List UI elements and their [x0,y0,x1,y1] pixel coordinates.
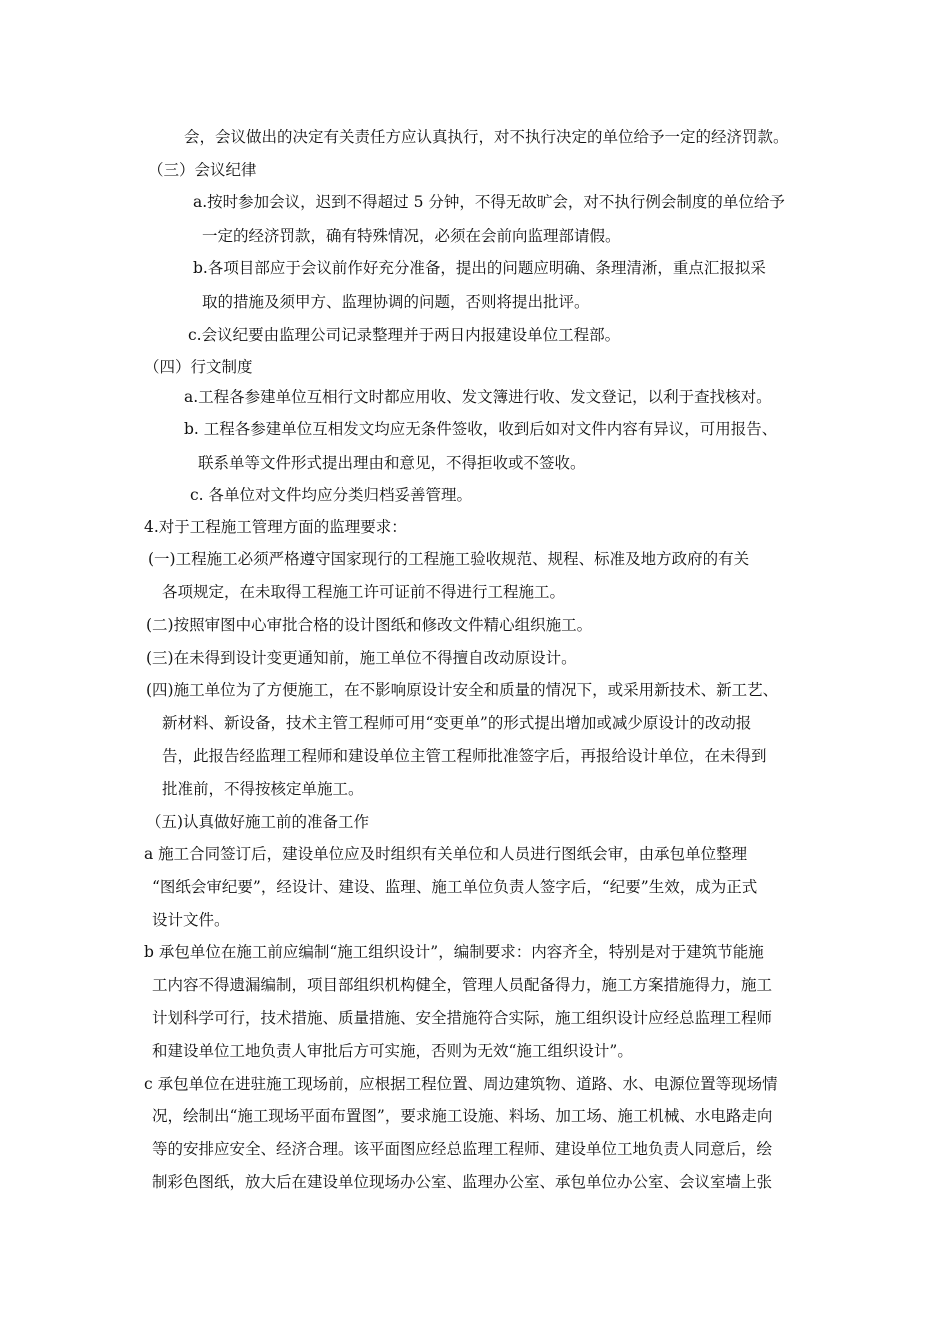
section-heading: 4.对于工程施工管理方面的监理要求： [144,518,407,536]
paragraph-line: c 承包单位在进驻施工现场前，应根据工程位置、周边建筑物、道路、水、电源位置等现场情 [144,1075,778,1093]
paragraph-line: (二)按照审图中心审批合格的设计图纸和修改文件精心组织施工。 [146,616,593,634]
paragraph-line: 取的措施及须甲方、监理协调的问题，否则将提出批评。 [202,293,590,311]
paragraph-line: 制彩色图纸，放大后在建设单位现场办公室、监理办公室、承包单位办公室、会议室墙上张 [152,1173,773,1191]
paragraph-line: (四)施工单位为了方便施工，在不影响原设计安全和质量的情况下，或采用新技术、新工艺、 [146,681,779,699]
paragraph-line: 工内容不得遗漏编制，项目部组织机构健全，管理人员配备得力，施工方案措施得力，施工 [152,976,773,994]
paragraph-line: b 承包单位在施工前应编制“施工组织设计”，编制要求：内容齐全，特别是对于建筑节能施 [144,943,764,961]
paragraph-line: (三)在未得到设计变更通知前，施工单位不得擅自改动原设计。 [146,649,577,667]
paragraph-line: 设计文件。 [152,911,230,929]
paragraph-line: b.各项目部应于会议前作好充分准备，提出的问题应明确、条理清淅，重点汇报拟采 [193,259,766,277]
paragraph-line: c.会议纪要由监理公司记录整理并于两日内报建设单位工程部。 [188,326,621,344]
paragraph-line: 计划科学可行，技术措施、质量措施、安全措施符合实际，施工组织设计应经总监理工程师 [152,1009,773,1027]
paragraph-line: 联系单等文件形式提出理由和意见，不得拒收或不签收。 [198,454,586,472]
section-heading: （四）行文制度 [144,358,253,376]
paragraph-line: 各项规定，在未取得工程施工许可证前不得进行工程施工。 [162,583,566,601]
paragraph-line: 批准前，不得按核定单施工。 [162,780,364,798]
paragraph-line: b. 工程各参建单位互相发文均应无条件签收，收到后如对文件内容有异议，可用报告、 [184,420,778,438]
paragraph-line: a.工程各参建单位互相行文时都应用收、发文簿进行收、发文登记，以利于查找核对。 [184,388,772,406]
paragraph-line: 会，会议做出的决定有关责任方应认真执行，对不执行决定的单位给予一定的经济罚款。 [184,128,789,146]
paragraph-line: 告，此报告经监理工程师和建设单位主管工程师批准签字后，再报给设计单位，在未得到 [162,747,767,765]
paragraph-line: 况，绘制出“施工现场平面布置图”，要求施工设施、料场、加工场、施工机械、水电路走向 [152,1107,773,1125]
paragraph-line: 等的安排应安全、经济合理。该平面图应经总监理工程师、建设单位工地负责人同意后，绘 [152,1140,773,1158]
paragraph-line: c. 各单位对文件均应分类归档妥善管理。 [190,486,473,504]
paragraph-line: a 施工合同签订后，建设单位应及时组织有关单位和人员进行图纸会审，由承包单位整理 [144,845,748,863]
paragraph-line: “图纸会审纪要”，经设计、建设、监理、施工单位负责人签字后，“纪要”生效，成为正式 [152,878,758,896]
paragraph-line: (一)工程施工必须严格遵守国家现行的工程施工验收规范、规程、标准及地方政府的有关 [148,550,750,568]
section-heading: （五)认真做好施工前的准备工作 [146,813,370,831]
paragraph-line: 和建设单位工地负责人审批后方可实施，否则为无效“施工组织设计”。 [152,1042,633,1060]
paragraph-line: 新材料、新设备，技术主管工程师可用“变更单”的形式提出增加或减少原设计的改动报 [162,714,752,732]
paragraph-line: a.按时参加会议，迟到不得超过 5 分钟，不得无故旷会，对不执行例会制度的单位给予 [193,193,785,211]
section-heading: （三）会议纪律 [148,161,257,179]
paragraph-line: 一定的经济罚款，确有特殊情况，必须在会前向监理部请假。 [202,227,621,245]
